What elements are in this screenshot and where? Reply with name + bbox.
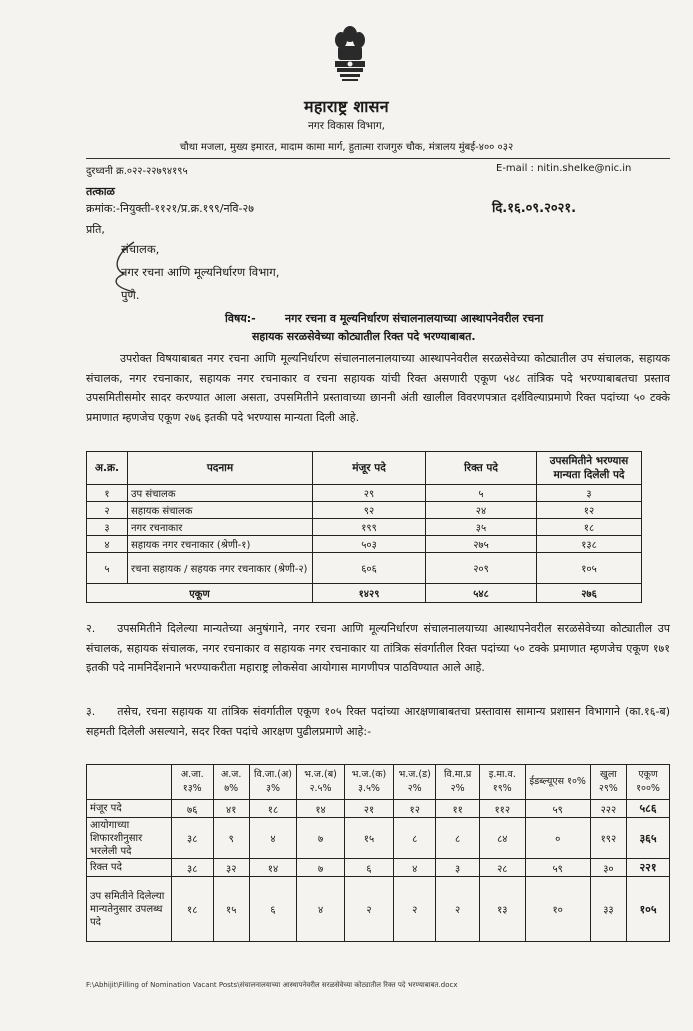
table-cell: ५८६ <box>627 800 670 818</box>
table-cell: १५ <box>345 818 394 859</box>
table-cell: ७६ <box>172 800 214 818</box>
table-cell: २२१ <box>627 859 670 877</box>
table-cell: २ <box>345 877 394 942</box>
table-cell: ५९ <box>525 800 590 818</box>
table-header: अ.क्र. <box>87 452 128 485</box>
table-cell: १३८ <box>537 536 642 553</box>
table-row <box>87 519 642 536</box>
table-cell: रचना सहायक / सहयक नगर रचनाकार (श्रेणी-२) <box>128 553 313 584</box>
paragraph-2: २. उपसमितीने दिलेल्या मान्यतेच्या अनुषंगाने, नगर रचना आणि मूल्यनिर्धारण संचालनालयाच्या आस्थापनेवरील सरळसेवेच्या कोट्यातील उप संचालक, सहायक संचालक, नगर रचनाकार व सहायक नगर रचनाकार या तांत्रिक संवर्गातील रिक्त पदांच्या ५० टक्के प्रमाणात म्हणजेच एकूण १७१ इतकी पदे नामनिर्देशनाने भरण्याकरीता महाराष्ट्र लोकसेवा आयोगास मागणीपत्र पाठविण्यात आले आहे. <box>86 622 670 674</box>
urgent-label: तत्काळ <box>86 185 115 198</box>
phone-number: दुरध्वनी क्र.०२२-२२७९४१९५ <box>86 166 188 177</box>
table-row <box>87 536 642 553</box>
table-cell: ५०३ <box>313 536 426 553</box>
subject-line-1: नगर रचना व मूल्यनिर्धारण संचालनालयाच्या आस्थापनेवरील रचना <box>285 312 544 325</box>
table-cell: ८४ <box>479 818 525 859</box>
prati-label: प्रति, <box>86 223 105 236</box>
table-cell: २०९ <box>426 553 537 584</box>
total-label: एकूण <box>87 584 313 603</box>
table-cell: ८ <box>436 818 479 859</box>
table-header: भ.ज.(क) ३.५% <box>345 765 394 800</box>
table-cell: २१ <box>345 800 394 818</box>
table-cell: १२ <box>537 502 642 519</box>
table-cell: ८ <box>393 818 436 859</box>
table-cell: ४ <box>249 818 296 859</box>
office-address: चौथा मजला, मुख्य इमारत, मादाम कामा मार्ग, हुतात्मा राजगुरु चौक, मंत्रालय मुंबई-४०० ०३२ <box>179 142 514 153</box>
recipient-line-3: पुणे. <box>121 288 140 302</box>
table-cell: २ <box>393 877 436 942</box>
row-label: आयोगाच्या शिफारशीनुसार भरलेली पदे <box>87 818 172 859</box>
table-header: खुला २९% <box>590 765 626 800</box>
table-header: पदनाम <box>128 452 313 485</box>
reference-number: क्रमांक:-नियुक्ती-११२१/प्र.क्र.१९९/नवि-२७ <box>86 202 254 215</box>
national-emblem-icon <box>326 24 374 86</box>
table-row <box>87 800 670 818</box>
table-cell: ९२ <box>313 502 426 519</box>
total-cell: २७६ <box>537 584 642 603</box>
table-cell: ५ <box>87 553 128 584</box>
table-header: भ.ज.(ब) २.५% <box>297 765 345 800</box>
table-cell: १२ <box>393 800 436 818</box>
table-header: अ.ज. ७% <box>213 765 249 800</box>
email-address: E-mail : nitin.shelke@nic.in <box>496 163 632 174</box>
row-label: उप समितीने दिलेल्या मान्यतेनुसार उपलब्ध पदे <box>87 877 172 942</box>
table-cell: ३८ <box>172 818 214 859</box>
table-cell: १३ <box>479 877 525 942</box>
paragraph-3: ३. तसेच, रचना सहायक या तांत्रिक संवर्गातील एकूण १०५ रिक्त पदांच्या आरक्षणाबाबतचा प्रस्तावास सामान्य प्रशासन विभागाने (का.१६-ब) सहमती दिलेली असल्याने, सदर रिक्त पदांचे आरक्षण पुढीलप्रमाणे आहे:- <box>86 705 670 738</box>
table-cell: ३२ <box>213 859 249 877</box>
table-cell: १० <box>525 877 590 942</box>
table-cell: ४ <box>87 536 128 553</box>
government-title: महाराष्ट्र शासन <box>304 97 389 116</box>
total-cell: १४२९ <box>313 584 426 603</box>
table-header: भ.ज.(ड) २% <box>393 765 436 800</box>
table-cell: २ <box>436 877 479 942</box>
table-cell: ३८ <box>172 859 214 877</box>
table-cell: ५ <box>426 485 537 502</box>
table-cell: १०५ <box>627 877 670 942</box>
paragraph-1: उपरोक्त विषयाबाबत नगर रचना आणि मूल्यनिर्धारण संचालनालनालयाच्या आस्थापनेवरील सरळसेवेच्या कोट्यातील उप संचालक, सहायक संचालक, नगर रचनाकार, सहायक नगर रचनाकार व रचना सहायक यांची रिक्त असणारी एकूण ५४८ तांत्रिक पदे भरण्याबाबतचा प्रस्ताव उपसमितीसमोर सादर करण्यात आला असता, उपसमितीने प्रस्तावाच्या छाननी अंती खालील विवरणपत्रात दर्शविल्याप्रमाणे रिक्त पदांच्या ५० टक्के प्रमाणात म्हणजेच एकूण २७६ इतकी पदे भरण्यास मान्यता दिली आहे. <box>86 352 670 424</box>
table-cell: ७ <box>297 818 345 859</box>
table-header: मंजूर पदे <box>313 452 426 485</box>
table-cell: २२२ <box>590 800 626 818</box>
table-cell: २ <box>87 502 128 519</box>
table-cell: ६०६ <box>313 553 426 584</box>
table-cell: २४ <box>426 502 537 519</box>
header-divider <box>86 158 670 159</box>
department-name: नगर विकास विभाग, <box>307 120 386 132</box>
table-cell: १८ <box>249 800 296 818</box>
table-row <box>87 485 642 502</box>
table-header: एकूण १००% <box>627 765 670 800</box>
subject-label: विषय:- <box>225 312 256 325</box>
table-cell: १४ <box>297 800 345 818</box>
row-label: मंजूर पदे <box>87 800 172 818</box>
recipient-line-1: संचालक, <box>121 242 160 256</box>
table-cell: ४ <box>393 859 436 877</box>
row-label: रिक्त पदे <box>87 859 172 877</box>
table-header: रिक्त पदे <box>426 452 537 485</box>
table-header: अ.जा. १३% <box>172 765 214 800</box>
table-header: ईडब्ल्यूएस १०% <box>525 765 590 800</box>
table-cell: ० <box>525 818 590 859</box>
table-cell: उप संचालक <box>128 485 313 502</box>
table-cell: १९९ <box>313 519 426 536</box>
table-cell: २८ <box>479 859 525 877</box>
table-header <box>87 765 172 800</box>
table-cell: १ <box>87 485 128 502</box>
file-path-footer: F:\Abhijit\Filling of Nomination Vacant Posts\संचालनालयाच्या आस्थापनेवरील सरळसेवेच्या कोट्यातील रिक्त पदे भरण्याबाबत.docx <box>86 981 458 989</box>
table-cell: ४१ <box>213 800 249 818</box>
table-header: इ.मा.व. १९% <box>479 765 525 800</box>
table-cell: १५ <box>213 877 249 942</box>
subject-line-2: सहायक सरळसेवेच्या कोट्यातील रिक्त पदे भरण्याबाबत. <box>252 330 476 343</box>
table-row <box>87 818 670 859</box>
table-cell: ७ <box>297 859 345 877</box>
recipient-line-2: नगर रचना आणि मूल्यनिर्धारण विभाग, <box>121 265 280 279</box>
letter-date: दि.१६.०९.२०२१. <box>492 201 577 216</box>
posts-table <box>86 451 642 603</box>
table-cell: ६ <box>345 859 394 877</box>
table-row <box>87 502 642 519</box>
table-header: वि.मा.प्र २% <box>436 765 479 800</box>
table-cell: २९ <box>313 485 426 502</box>
total-cell: ५४८ <box>426 584 537 603</box>
table-cell: ३ <box>537 485 642 502</box>
table-cell: ५९ <box>525 859 590 877</box>
table-cell: ३ <box>436 859 479 877</box>
table-cell: ३३ <box>590 877 626 942</box>
table-cell: नगर रचनाकार <box>128 519 313 536</box>
table-cell: ३६५ <box>627 818 670 859</box>
table-cell: २७५ <box>426 536 537 553</box>
table-cell: १४ <box>249 859 296 877</box>
table-cell: १८ <box>172 877 214 942</box>
table-cell: ३० <box>590 859 626 877</box>
table-row <box>87 859 670 877</box>
table-cell: १०५ <box>537 553 642 584</box>
table-cell: ९ <box>213 818 249 859</box>
table-cell: सहायक संचालक <box>128 502 313 519</box>
table-cell: ११२ <box>479 800 525 818</box>
table-cell: ६ <box>249 877 296 942</box>
reservation-table <box>86 764 670 942</box>
table-cell: ३५ <box>426 519 537 536</box>
table-cell: ४ <box>297 877 345 942</box>
table-header: उपसमितीने भरण्यास मान्यता दिलेली पदे <box>537 452 642 485</box>
table-cell: सहायक नगर रचनाकार (श्रेणी-१) <box>128 536 313 553</box>
table-total-row <box>87 584 642 603</box>
table-cell: १८ <box>537 519 642 536</box>
table-row <box>87 553 642 584</box>
table-cell: १९२ <box>590 818 626 859</box>
table-row <box>87 877 670 942</box>
table-cell: ३ <box>87 519 128 536</box>
table-header: वि.जा.(अ) ३% <box>249 765 296 800</box>
table-cell: ११ <box>436 800 479 818</box>
